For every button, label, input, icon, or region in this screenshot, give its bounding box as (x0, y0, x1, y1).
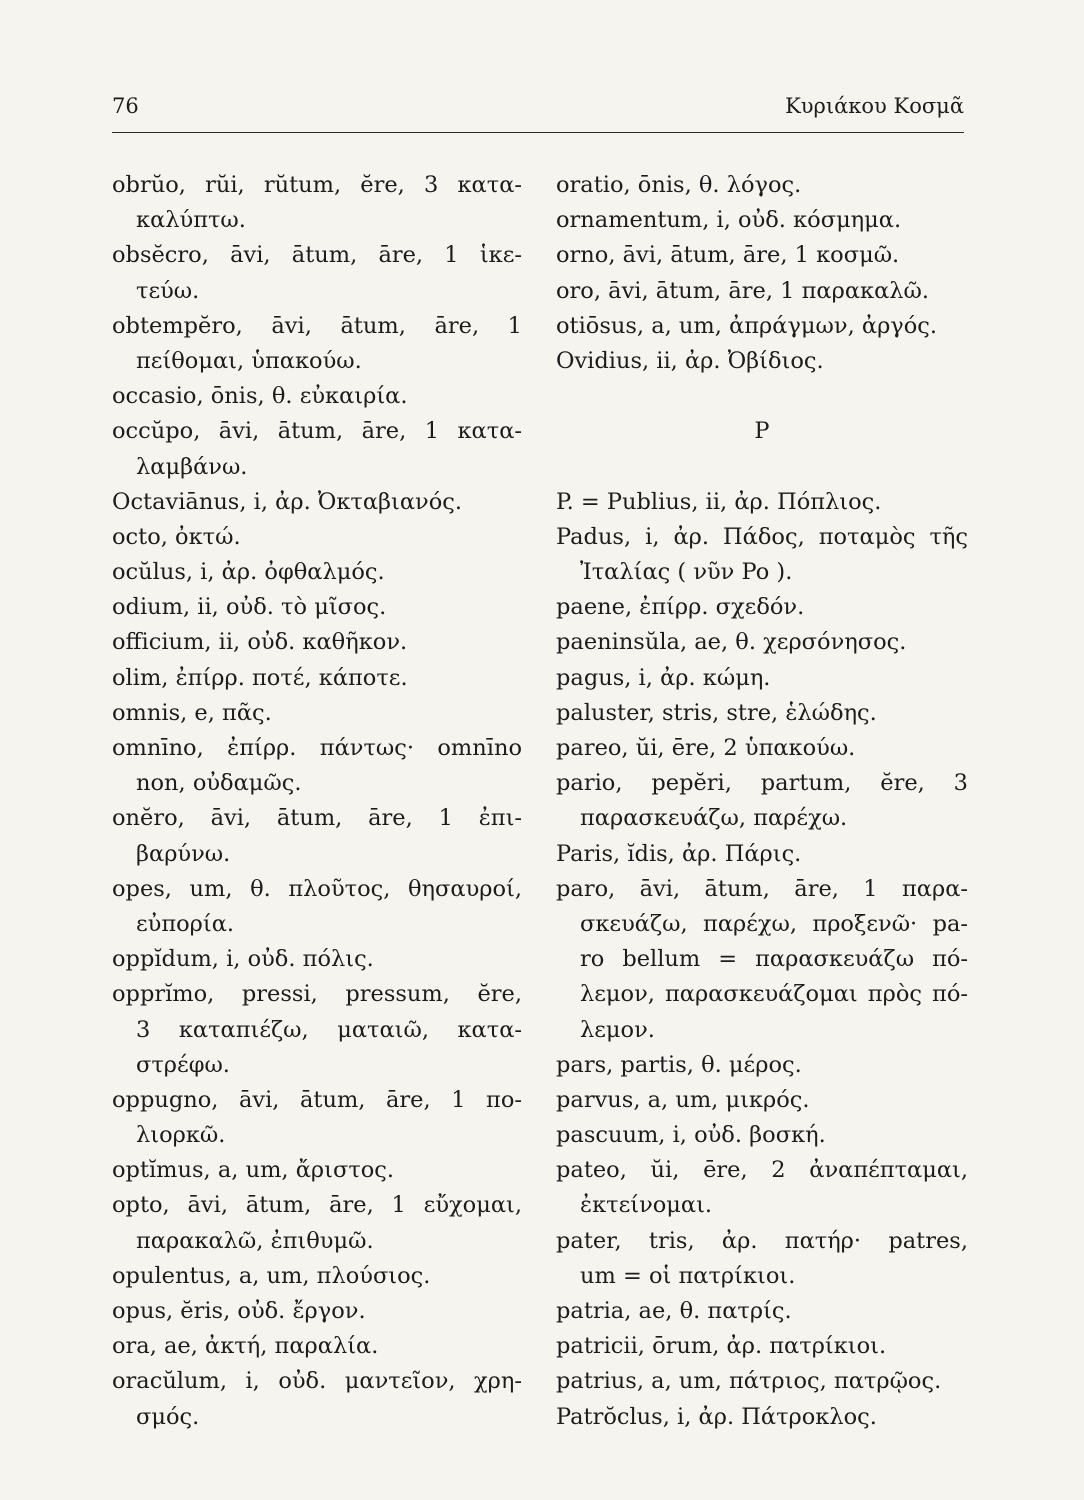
right-column-entry-line: λεμον, παρασκευάζομαι πρὸς πό- (580, 981, 968, 1008)
left-column-entry-line: obtempĕro, āvi, ātum, āre, 1 (112, 312, 522, 339)
left-column-entry-line: εὐπορία. (136, 910, 235, 937)
left-column-entry-line: opto, āvi, ātum, āre, 1 εὔχομαι, (112, 1192, 522, 1219)
right-column-entry-line: ornamentum, i, οὐδ. κόσμημα. (556, 207, 902, 234)
left-column-entry-line: τεύω. (136, 277, 200, 304)
left-column-entry-line: octo, ὀκτώ. (112, 523, 241, 550)
right-column-entry-line: patrius, a, um, πάτριος, πατρῷος. (556, 1368, 942, 1395)
right-column (556, 168, 968, 1435)
right-column-entry-line: otiōsus, a, um, ἀπράγμων, ἀργός. (556, 312, 938, 339)
left-column-entry-line: occŭpo, āvi, ātum, āre, 1 κατα- (112, 418, 522, 445)
left-column-entry-line: odium, ii, οὐδ. τὸ μῖσος. (112, 594, 387, 621)
right-column-entry-line: P. = Publius, ii, ἀρ. Πόπλιος. (556, 488, 882, 515)
right-column-entry-line: pario, pepĕri, partum, ĕre, 3 (556, 770, 968, 797)
running-head: Κυριάκου Κοσμᾶ (785, 94, 964, 118)
right-column-entry-line: Paris, ĭdis, ἀρ. Πάρις. (556, 840, 802, 867)
left-column-entry-line: opprĭmo, pressi, pressum, ĕre, (112, 981, 522, 1008)
right-column-entry-line: patria, ae, θ. πατρίς. (556, 1298, 792, 1324)
left-column-entry-line: λιορκῶ. (136, 1122, 226, 1149)
right-column-entry-line: paeninsŭla, ae, θ. χερσόνησος. (556, 629, 907, 656)
right-column-entry-line: um = οἱ πατρίκιοι. (580, 1262, 796, 1289)
section-letter-heading: P (754, 418, 770, 445)
right-column-entry-line: ἐκτείνομαι. (580, 1192, 713, 1219)
left-column (112, 168, 522, 1435)
left-column-entry-line: obsĕcro, āvi, ātum, āre, 1 ἱκε- (112, 242, 522, 269)
left-column-entry-line: onĕro, āvi, ātum, āre, 1 ἐπι- (112, 805, 522, 832)
left-column-entry-line: σμός. (136, 1403, 200, 1430)
left-column-entry-line: olim, ἐπίρρ. ποτέ, κάποτε. (112, 664, 408, 691)
page-number: 76 (112, 94, 139, 118)
right-column-entry-line (556, 450, 968, 485)
left-column-entry-line: occasio, ōnis, θ. εὐκαιρία. (112, 383, 408, 410)
right-column-entry-line: pater, tris, ἀρ. πατήρ· patres, (556, 1227, 968, 1254)
left-column-entry-line: oppugno, āvi, ātum, āre, 1 πο- (112, 1086, 522, 1113)
right-column-entry-line: pagus, i, ἀρ. κώμη. (556, 664, 771, 691)
right-column-entry-line: Patrŏclus, i, ἀρ. Πάτροκλος. (556, 1403, 877, 1430)
right-column-entry-line: pareo, ŭi, ēre, 2 ὑπακούω. (556, 735, 856, 761)
right-column-entry-line: pascuum, i, οὐδ. βοσκή. (556, 1122, 826, 1149)
left-column-entry-line: 3 καταπιέζω, ματαιῶ, κατα- (136, 1016, 522, 1043)
right-column-entry-line: σκευάζω, παρέχω, προξενῶ· pa- (580, 910, 968, 937)
left-column-entry-line: omnis, e, πᾶς. (112, 699, 272, 726)
right-column-entry-line: Ἰταλίας ( νῦν Po ). (580, 559, 793, 586)
left-column-entry-line: oppĭdum, i, οὐδ. πόλις. (112, 946, 374, 973)
left-column-entry-line: ora, ae, ἀκτή, παραλία. (112, 1333, 379, 1360)
right-column-entry-line: parvus, a, um, μικρός. (556, 1086, 810, 1113)
right-column-entry-line (556, 379, 968, 414)
left-column-entry-line: παρακαλῶ, ἐπιθυμῶ. (136, 1227, 374, 1254)
right-column-entry-line: pateo, ŭi, ēre, 2 ἀναπέπταμαι, (556, 1157, 968, 1184)
left-column-entry-line: καλύπτω. (136, 207, 246, 234)
left-column-entry-line: optĭmus, a, um, ἄριστος. (112, 1157, 395, 1184)
left-column-entry-line: opes, um, θ. πλοῦτος, θησαυροί, (112, 875, 522, 902)
right-column-entry-line: orno, āvi, ātum, āre, 1 κοσμῶ. (556, 242, 900, 269)
left-column-entry-line: oracŭlum, i, οὐδ. μαντεῖον, χρη- (112, 1368, 522, 1395)
right-column-entry-line: Padus, i, ἀρ. Πάδος, ποταμὸς τῆς (556, 523, 968, 550)
left-column-entry-line: opus, ĕris, οὐδ. ἔργον. (112, 1298, 366, 1324)
left-column-entry-line: obrŭo, rŭi, rŭtum, ĕre, 3 κατα- (112, 172, 522, 198)
left-column-entry-line: βαρύνω. (136, 840, 231, 867)
left-column-entry-line: Octaviānus, i, ἀρ. Ὀκταβιανός. (112, 488, 463, 515)
right-column-entry-line: oratio, ōnis, θ. λόγος. (556, 172, 802, 198)
left-column-entry-line: omnīno, ἐπίρρ. πάντως· omnīno (112, 735, 522, 761)
left-column-entry-line: στρέφω. (136, 1051, 230, 1078)
right-column-entry-line: ro bellum = παρασκευάζω πό- (580, 946, 968, 973)
page-header (112, 92, 964, 133)
left-column-entry-line: πείθομαι, ὑπακούω. (136, 347, 362, 374)
left-column-entry-line: non, οὐδαμῶς. (136, 770, 302, 797)
right-column-entry-line: oro, āvi, ātum, āre, 1 παρακαλῶ. (556, 277, 930, 304)
right-column-entry-line: λεμον. (580, 1016, 655, 1043)
right-column-entry-line: Ovidius, ii, ἀρ. Ὀβίδιος. (556, 347, 824, 374)
left-column-entry-line: officium, ii, οὐδ. καθῆκον. (112, 629, 408, 656)
right-column-entry-line: paluster, stris, stre, ἑλώδης. (556, 699, 877, 726)
right-column-entry-line: paro, āvi, ātum, āre, 1 παρα- (556, 875, 968, 902)
left-column-entry-line: λαμβάνω. (136, 453, 248, 480)
left-column-entry-line: ocŭlus, i, ἀρ. ὀφθαλμός. (112, 559, 385, 586)
right-column-entry-line: παρασκευάζω, παρέχω. (580, 805, 848, 832)
right-column-entry-line: pars, partis, θ. μέρος. (556, 1051, 802, 1078)
right-column-entry-line: patricii, ōrum, ἀρ. πατρίκιοι. (556, 1333, 887, 1360)
right-column-entry-line: paene, ἐπίρρ. σχεδόν. (556, 594, 805, 621)
left-column-entry-line: opulentus, a, um, πλούσιος. (112, 1262, 431, 1289)
